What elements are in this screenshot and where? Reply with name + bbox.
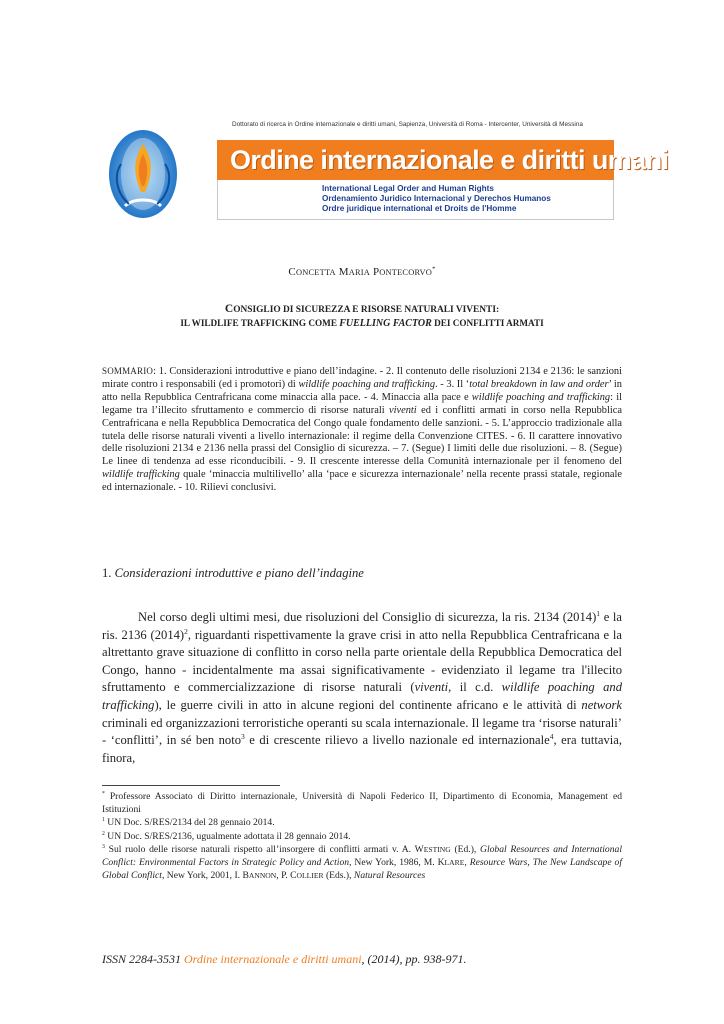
- footnote-1: $^1$ UN Doc. S/RES/2134 del 28 gennaio 2014.: [102, 817, 275, 829]
- footnote-star: * Professore Associato di Diritto internazionale, Università di Napoli Federico II, Dipartimento di Economia, Management ed Istituzioni: [102, 790, 622, 816]
- footnotes: [102, 790, 622, 882]
- subtitle-en: International Legal Order and Human Rights: [322, 184, 494, 193]
- banner-subtitles: [322, 184, 612, 215]
- author-name: CONCETTA MARIA PONTECORVO*: [288, 265, 436, 278]
- footnote-divider: [102, 785, 280, 786]
- author-footnote-marker: *: [432, 265, 436, 273]
- footnote-2: $^2$ UN Doc. S/RES/2136, ugualmente adottata il 28 gennaio 2014.: [102, 830, 351, 842]
- table-of-contents-summary: SOMMARIO: 1. Considerazioni introduttive e piano dell’indagine. - 2. Il contenuto delle risoluzioni 2134 e 2136: le sanzioni mirate contro i responsabili (ed i promotori) di wildlife poaching and trafficking. - 3. Il ‘total breakdown in law and order’ in atto nella Repubblica Centrafricana come minaccia alla pace. - 4. Minaccia alla pace e wildlife poaching and trafficking: il legame tra l’illecito sfruttamento e commercio di risorse naturali viventi ed i conflitti armati in corso nella Repubblica Centrafricana e nella Repubblica Democratica del Congo quale fondamento delle sanzioni. - 5. L’approccio tradizionale alla tutela delle risorse naturali viventi a livello internazionale: il regime della Convenzione CITES. - 6. Il carattere innovativo delle risoluzioni 2134 e 2136 nella prassi del Consiglio di sicurezza. – 7. (Segue) I limiti delle due risoluzioni. – 8. (Segue) Le linee di tendenza ad esse riconducibili. - 9. Il crescente interesse della Comunità internazionale per il fenomeno del wildlife trafficking quale ‘minaccia multilivello’ alla ‘pace e sicurezza internazionale’ nella recente prassi statale, regionale ed internazionale. - 10. Rilievi conclusivi.: [102, 366, 623, 494]
- banner-top-line: Dottorato di ricerca in Ordine internazionale e diritti umani, Sapienza, Università di Roma - Intercenter, Università di Messina: [232, 121, 583, 128]
- journal-logo-icon: [103, 114, 221, 222]
- banner-title: Ordine internazionale e diritti umani: [230, 145, 669, 175]
- subtitle-fr: Ordre juridique international et Droits de l'Homme: [322, 204, 517, 214]
- footnote-3: $^3$ Sul ruolo delle risorse naturali rispetto all’insorgere di conflitti armati v. A. WESTING (Ed.), Global Resources and International Conflict: Environmental Factors in Strategic Policy and Action, New York, 1986, M. KLARE, Resource Wars, The New Landscape of Global Conflict, New York, 2001, I. BANNON, P. COLLIER (Eds.), Natural Resources: [102, 843, 622, 882]
- page-footer: ISSN 2284-3531 Ordine internazionale e diritti umani, (2014), pp. 938-971.: [102, 952, 467, 966]
- subtitle-es: Ordenamiento Juridico Internacional y Derechos Humanos: [322, 194, 551, 204]
- section-heading: 1. Considerazioni introduttive e piano dell’indagine: [102, 566, 364, 580]
- article-title-line1: CONSIGLIO DI SICUREZZA E RISORSE NATURALI VIVENTI:: [224, 303, 500, 315]
- body-paragraph: Nel corso degli ultimi mesi, due risoluzioni del Consiglio di sicurezza, la ris. 2134 $(2014)^1$ e la ris. 2136 $(2014)^2$, riguardanti rispettivamente la grave crisi in atto nella Repubblica Centrafricana e la altrettanto grave situazione di conflitto in corso nella parte orientale della Repubblica Democratica del Congo, hanno - incidentalmente ma assai significativamente - evidenziato il legame tra l'illecito sfruttamento e commercializzazione di risorse naturali (viventi, il c.d. wildlife poaching and trafficking), le guerre civili in atto in alcune regioni del continente africano e le attività di network criminali ed organizzazioni terroristiche operanti su scala internazionale. Il legame tra ‘risorse naturali’ - ‘conflitti’, in sé ben noto$^3$ e di crescente rilievo a livello nazionale ed internazionale$^4$, era tuttavia, finora,: [102, 608, 622, 765]
- article-title-line2: IL WILDLIFE TRAFFICKING COME FUELLING FACTOR DEI CONFLITTI ARMATI: [180, 318, 544, 329]
